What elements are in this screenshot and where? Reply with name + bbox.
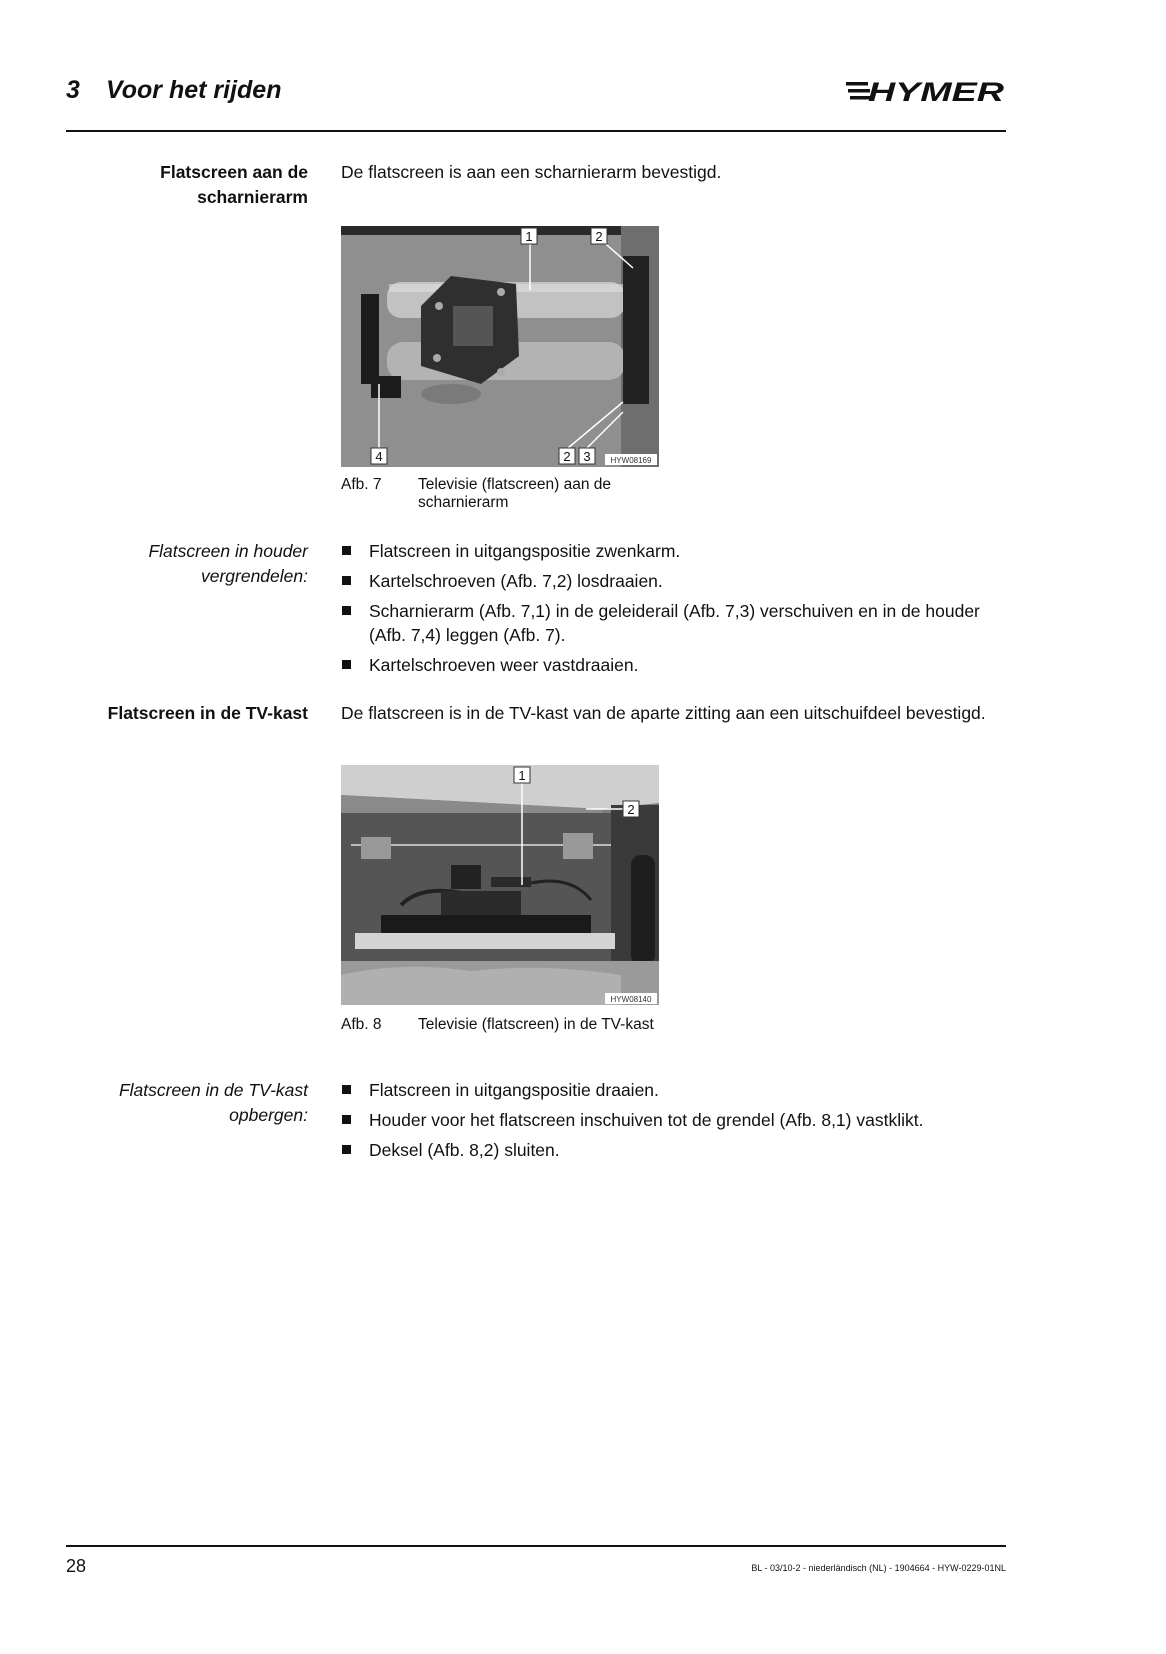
fig7-callout-1: 1 [525, 229, 533, 244]
figure-8-label: Afb. 8 [341, 1016, 382, 1033]
bullet-square-icon [342, 576, 351, 585]
fig7-code: HYW08169 [610, 456, 652, 465]
list-item: Deksel (Afb. 8,2) sluiten. [341, 1138, 1006, 1162]
figure-8-caption-text: Televisie (flatscreen) in de TV-kast [418, 1016, 654, 1033]
hymer-logo [846, 78, 1006, 104]
chapter-number: 3 [66, 76, 80, 104]
list-item: Flatscreen in uitgangspositie zwenkarm. [341, 539, 1006, 563]
fig7-callout-4: 4 [375, 449, 383, 464]
bullet-square-icon [342, 546, 351, 555]
list-item: Scharnierarm (Afb. 7,1) in de geleiderail (Afb. 7,3) verschuiven en in de houder (Afb. 7,4) leggen (Afb. 7). [341, 599, 1006, 647]
intro-text-scharnierarm: De flatscreen is aan een scharnierarm bevestigd. [341, 162, 722, 182]
side-label-houder-vergrendelen: Flatscreen in houder vergrendelen: [148, 541, 308, 586]
side-label-flatscreen-scharnierarm: Flatscreen aan de scharnierarm [160, 162, 308, 207]
footer-rule [66, 1545, 1006, 1547]
fig7-callout-2-bottom: 2 [563, 449, 571, 464]
list-item: Houder voor het flatscreen inschuiven tot de grendel (Afb. 8,1) vastklikt. [341, 1108, 1006, 1132]
intro-text-tv-kast: De flatscreen is in de TV-kast van de aparte zitting aan een uitschuifdeel bevestigd. [341, 703, 986, 723]
steps-list-opbergen [341, 1078, 1006, 1168]
figure-7-caption-text: Televisie (flatscreen) aan de scharnierarm [418, 476, 611, 511]
figure-7-label: Afb. 7 [341, 476, 382, 493]
list-item: Flatscreen in uitgangspositie draaien. [341, 1078, 1006, 1102]
page-header-title [66, 76, 281, 105]
figure-8-photo [341, 765, 659, 1005]
list-item: Kartelschroeven weer vastdraaien. [341, 653, 1006, 677]
fig7-callout-2-top: 2 [595, 229, 603, 244]
bullet-square-icon [342, 1085, 351, 1094]
chapter-title: Voor het rijden [106, 76, 282, 104]
logo-text: HYMER [868, 78, 1005, 104]
page-number: 28 [66, 1556, 87, 1576]
steps-list-vergrendelen [341, 539, 1006, 683]
fig8-code: HYW08140 [610, 995, 652, 1004]
bullet-square-icon [342, 1145, 351, 1154]
fig8-callout-2: 2 [627, 802, 635, 817]
bullet-square-icon [342, 606, 351, 615]
fig8-callout-1: 1 [518, 768, 526, 783]
document-reference: BL - 03/10-2 - niederländisch (NL) - 1904664 - HYW-0229-01NL [751, 1563, 1006, 1573]
side-label-tv-kast: Flatscreen in de TV-kast [107, 703, 308, 723]
header-rule [66, 130, 1006, 132]
figure-7-photo [341, 226, 659, 467]
side-label-tv-kast-opbergen: Flatscreen in de TV-kast opbergen: [118, 1080, 308, 1125]
list-item: Kartelschroeven (Afb. 7,2) losdraaien. [341, 569, 1006, 593]
fig7-callout-3: 3 [583, 449, 591, 464]
bullet-square-icon [342, 660, 351, 669]
bullet-square-icon [342, 1115, 351, 1124]
